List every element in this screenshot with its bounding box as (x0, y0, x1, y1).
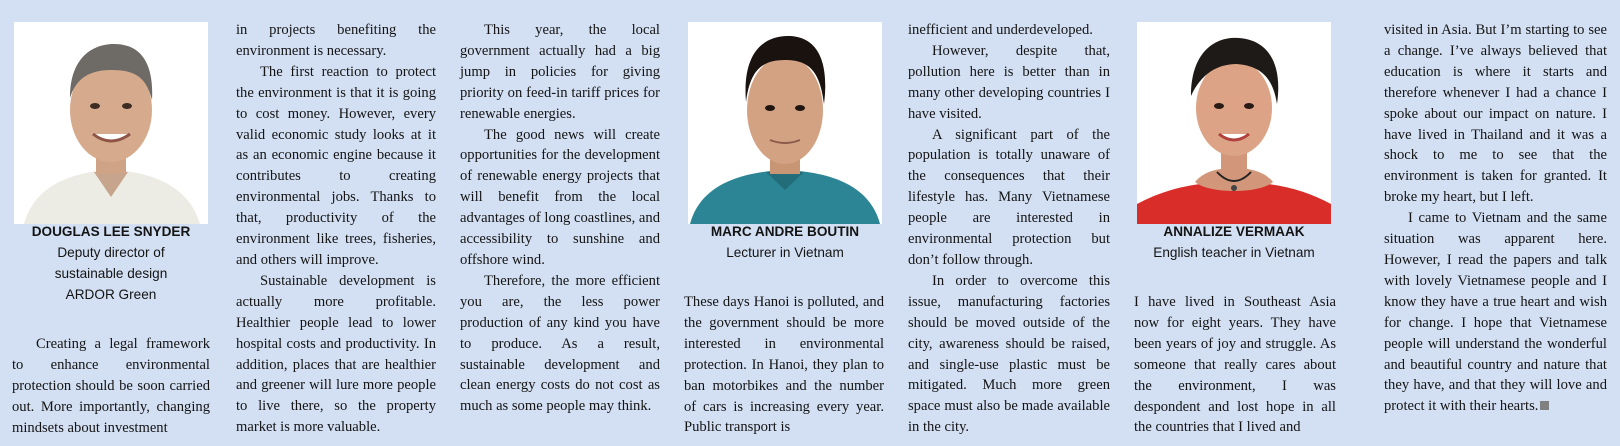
column-7 (1384, 20, 1607, 417)
paragraph: inefficient and underdeveloped. (908, 22, 1093, 38)
profile-title-line: sustainable design (54, 265, 168, 281)
photo-annalize-vermaak (1137, 22, 1331, 224)
paragraph: Creating a legal framework to enhance environmental protection should be soon carried out. More importantly, changing mindsets about investment (12, 336, 210, 436)
column-6 (1134, 292, 1336, 438)
profile-name: DOUGLAS LEE SNYDER (31, 224, 191, 239)
paragraph: The first reaction to protect the environment is that it is going to cost money. However, every valid economic study looks at it as an economic engine because it contributes to creating environmental jobs. Thanks to that, productivity of the environment like trees, fisheries, and others will improve. (236, 63, 436, 268)
paragraph: Therefore, the more efficient you are, the less power production of any kind you have to produce. As a result, sustainable development and clean energy costs do not cost as much as some people may think. (460, 272, 660, 415)
photo-douglas-lee-snyder (14, 22, 208, 224)
profile-title-line: Deputy director of (57, 244, 165, 260)
paragraph: The good news will create opportunities for the development of renewable energy projects that will benefit from the local advantages of long coastlines, and accessibility to sunshine and offshore wind. (460, 126, 660, 268)
profile-name: MARC ANDRE BOUTIN (710, 224, 860, 239)
profile-caption-3 (1135, 222, 1333, 264)
profile-title-line: ARDOR Green (65, 286, 157, 302)
paragraph: visited in Asia. But I’m starting to see a change. I’ve always believed that education is where it starts and therefore whenever I had a chance I spoke about our impact on nature. I have lived in Thailand and it was a shock to me to see that the environment is taken for granted. It broke my heart, but I left. (1384, 22, 1607, 206)
paragraph: Sustainable development is actually more profitable. Healthier people lead to lower hospital costs and productivity. In addition, places that are healthier and greener will lure more people to live there, so the property market is more valuable. (236, 272, 436, 436)
paragraph: However, despite that, pollution here is better than in many other developing countries I have visited. (908, 42, 1110, 122)
paragraph (1384, 208, 1607, 417)
profile-title-line: Lecturer in Vietnam (726, 244, 844, 260)
column-4 (684, 292, 884, 438)
profile-name: ANNALIZE VERMAAK (1163, 224, 1305, 239)
paragraph: In order to overcome this issue, manufacturing factories should be moved outside of the city, awareness should be raised, and single-use plastic must be mitigated. Much more green space must also be made available in the city. (908, 272, 1110, 436)
column-3 (460, 20, 660, 417)
profile-title-line: English teacher in Vietnam (1153, 244, 1315, 260)
column-5 (908, 20, 1110, 438)
paragraph: This year, the local government actually had a big jump in policies for giving priority on feed-in tariff prices for renewable energies. (460, 22, 660, 122)
paragraph: These days Hanoi is polluted, and the government should be more interested in environmental protection. In Hanoi, they plan to ban motorbikes and the number of cars is increasing every year. Public transport is (684, 294, 884, 436)
photo-marc-andre-boutin (688, 22, 882, 224)
paragraph-text: I came to Vietnam and the same situation was apparent here. However, I read the papers and talk with lovely Vietnamese people and I know they have a true heart and wish for change. I hope that Vietnamese people will understand the wonderful and beautiful country and nature that they have, and that they will love and protect it with their hearts. (1384, 210, 1607, 415)
portrait-photo-icon (688, 22, 882, 224)
profile-caption-1 (12, 222, 210, 306)
profile-caption-2 (686, 222, 884, 264)
end-mark-icon (1540, 401, 1549, 410)
portrait-photo-icon (1137, 22, 1331, 224)
column-1 (12, 334, 210, 439)
paragraph: I have lived in Southeast Asia now for eight years. They have been years of joy and struggle. As someone that really cares about the environment, I was despondent and lost hope in all the countries that I lived and (1134, 294, 1336, 436)
portrait-photo-icon (14, 22, 208, 224)
column-2 (236, 20, 436, 438)
paragraph: A significant part of the population is totally unaware of the consequences that their lifestyle has. Many Vietnamese people are interested in environmental protection but don’t follow through. (908, 126, 1110, 268)
paragraph: in projects benefiting the environment is necessary. (236, 22, 436, 59)
